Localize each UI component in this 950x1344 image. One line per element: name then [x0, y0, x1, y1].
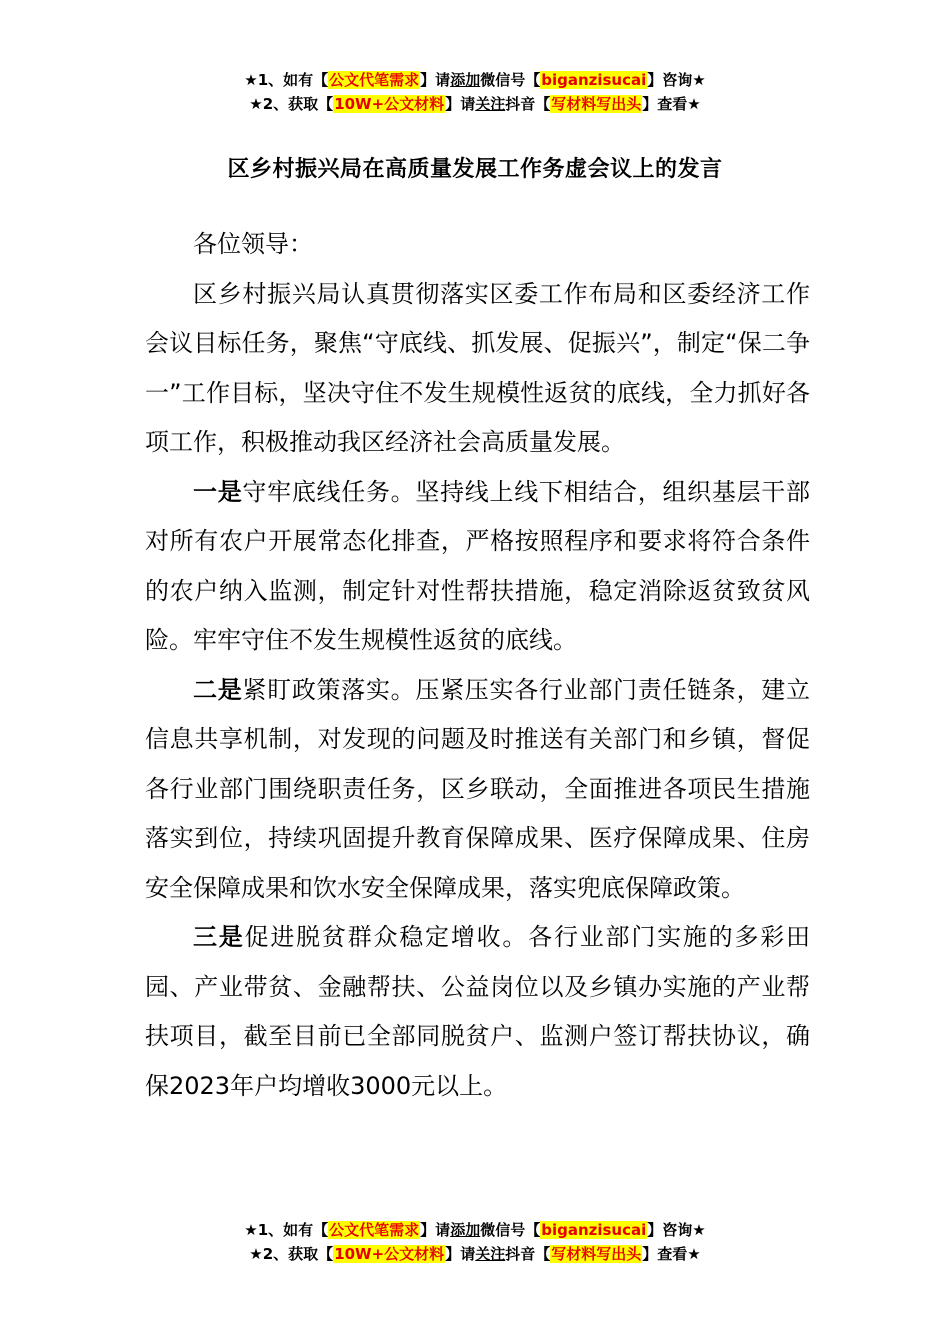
promo-highlight: 10W+公文材料	[334, 1245, 445, 1263]
section-lead: 三是	[193, 923, 245, 951]
wechat-id-highlight: biganzisucai	[541, 71, 647, 89]
promo-line-2: ★2、获取【10W+公文材料】请关注抖音【写材料写出头】查看★	[249, 1245, 701, 1263]
promo-line-1: ★1、如有【公文代笔需求】请添加微信号【biganzisucai】咨询★	[244, 1221, 706, 1239]
douyin-id-highlight: 写材料写出头	[551, 95, 642, 113]
section-paragraph-2: 二是紧盯政策落实。压紧压实各行业部门责任链条，建立信息共享机制，对发现的问题及时推送有关部门和乡镇，督促各行业部门围绕职责任务，区乡联动，全面推进各项民生措施落实到位，持续巩固提升教育保障成果、医疗保障成果、住房安全保障成果和饮水安全保障成果，落实兜底保障政策。	[145, 675, 811, 902]
section-paragraph-3: 三是促进脱贫群众稳定增收。各行业部门实施的多彩田园、产业带贫、金融帮扶、公益岗位以及乡镇办实施的产业帮扶项目，截至目前已全部同脱贫户、监测户签订帮扶协议，确保2023年户均增收3000元以上。	[145, 923, 811, 1100]
bottom-promo-banner	[0, 1218, 950, 1266]
section-lead: 二是	[193, 675, 243, 704]
promo-highlight: 公文代笔需求	[329, 71, 420, 89]
document-title: 区乡村振兴局在高质量发展工作务虚会议上的发言	[227, 157, 723, 182]
section-lead: 一是	[193, 477, 243, 506]
douyin-id-highlight: 写材料写出头	[551, 1245, 642, 1263]
salutation: 各位领导：	[193, 230, 313, 258]
promo-line-1: ★1、如有【公文代笔需求】请添加微信号【biganzisucai】咨询★	[244, 71, 706, 89]
wechat-id-highlight: biganzisucai	[541, 1221, 647, 1239]
section-paragraph-1: 一是守牢底线任务。坚持线上线下相结合，组织基层干部对所有农户开展常态化排查，严格按照程序和要求将符合条件的农户纳入监测，制定针对性帮扶措施，稳定消除返贫致贫风险。牢牢守住不发生规模性返贫的底线。	[145, 477, 811, 654]
promo-highlight: 公文代笔需求	[329, 1221, 420, 1239]
promo-highlight: 10W+公文材料	[334, 95, 445, 113]
top-promo-banner	[0, 68, 950, 116]
intro-paragraph: 区乡村振兴局认真贯彻落实区委工作布局和区委经济工作会议目标任务，聚焦“守底线、抓发展、促振兴”，制定“保二争一”工作目标，坚决守住不发生规模性返贫的底线，全力抓好各项工作，积极推动我区经济社会高质量发展。	[145, 279, 810, 456]
document-body	[145, 220, 810, 1111]
promo-line-2: ★2、获取【10W+公文材料】请关注抖音【写材料写出头】查看★	[249, 95, 701, 113]
